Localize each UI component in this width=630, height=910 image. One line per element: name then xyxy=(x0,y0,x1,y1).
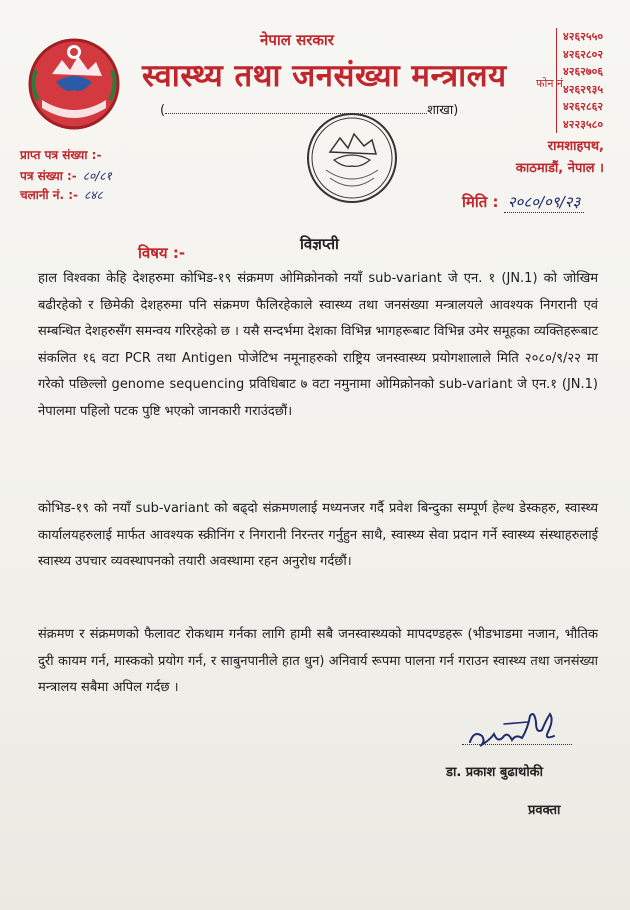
signature-dotted-line xyxy=(462,744,572,745)
notice-paragraph-2: कोभिड-१९ को नयाँ sub-variant को बढ्दो संक्रमणलाई मध्यनजर गर्दै प्रवेश बिन्दुका सम्पूर्ण हेल्थ डेस्कहरु, स्वास्थ्य कार्यालयहरुलाई मार्फत आवश्यक स्क्रीनिंग र निगरानी निरन्तर गर्नुहुन साथै, स्वास्थ्य सेवा प्रदान गर्ने स्वास्थ्य संस्थाहरुलाई स्वास्थ्य उपचार व्यवस्थापनको तयारी अवस्थामा रहन अनुरोध गर्दछौं। xyxy=(38,501,598,569)
ministry-name: स्वास्थ्य तथा जनसंख्या मन्त्रालय xyxy=(142,58,507,94)
received-letter-number xyxy=(20,146,101,163)
address-line: काठमाडौं, नेपाल । xyxy=(515,161,604,176)
phone-number: ४२६२५५० xyxy=(563,30,604,43)
ministry-seal-stamp-icon xyxy=(304,110,400,206)
date-line xyxy=(462,192,584,212)
phone-label: फोन नं xyxy=(536,77,564,90)
phone-number: ४२६२७०६ xyxy=(563,65,604,78)
government-name: नेपाल सरकार xyxy=(260,31,334,49)
notice-title: विज्ञप्ती xyxy=(300,235,339,253)
branch-label: शाखा) xyxy=(427,103,459,118)
date-label: मिति : xyxy=(462,193,499,211)
signatory-role: प्रवक्ता xyxy=(528,803,561,818)
letter-number xyxy=(20,167,112,184)
nepal-emblem-icon xyxy=(22,30,126,134)
dispatch-value: ८४८ xyxy=(84,188,103,202)
address-block xyxy=(516,136,604,180)
received-letter-label: प्राप्त पत्र संख्या :- xyxy=(20,148,102,162)
dispatch-number xyxy=(20,186,103,203)
phone-number: ४२६२९३५ xyxy=(563,82,604,96)
handwritten-signature-icon xyxy=(464,706,564,758)
subject-label: विषय :- xyxy=(138,244,186,262)
phone-number: ४२६२८०२ xyxy=(563,47,604,61)
branch-open: ( xyxy=(160,103,166,118)
phone-number: ४२२३५८० xyxy=(563,117,604,131)
address-line: रामशाहपथ, xyxy=(547,139,604,154)
letter-number-label: पत्र संख्या :- xyxy=(20,169,77,183)
signatory-name: डा. प्रकाश बुढाथोकी xyxy=(446,765,544,780)
notice-paragraph-3: संक्रमण र संक्रमणको फैलावट रोकथाम गर्नका लागि हामी सबै जनस्वास्थ्यको मापदण्डहरू (भीडभाडमा नजान, भौतिक दुरी कायम गर्न, मास्कको प्रयोग गर्न, र साबुनपानीले हात धुन) अनिवार्य रूपमा पालना गर्न गराउन स्वास्थ्य तथा जनसंख्या मन्त्रालय सबैमा अपिल गर्दछ । xyxy=(38,627,598,695)
letter-number-value: ८०/८१ xyxy=(82,169,112,183)
date-value: २०८०/०९/२३ xyxy=(504,193,585,213)
phone-numbers xyxy=(556,28,628,133)
phone-number: ४२६२८६२ xyxy=(563,100,604,113)
notice-paragraph-1: हाल विश्वका केहि देशहरुमा कोभिड-१९ संक्रमण ओमिक्रोनको नयाँ sub-variant जे एन. १ (JN.1) को जोखिम बढीरहेको र छिमेकी देशहरुमा पनि संक्रमण फैलिरहेकाले स्वास्थ्य तथा जनसंख्या मन्त्रालयले आवश्यक निगरानी एवं सम्बन्धित देशहरुसँग समन्वय गरिरहेको छ । यसै सन्दर्भमा देशका विभिन्न भागहरूबाट विभिन्न उमेर समूहका व्यक्तिहरूबाट संकलित १६ वटा PCR तथा Antigen पोजेटिभ नमूनाहरुको राष्ट्रिय जनस्वास्थ्य प्रयोगशालाले मिति २०८०/९/२२ मा गरेको पछिल्लो genome sequencing प्रविधिबाट ७ वटा नमुनामा ओमिक्रोनको sub-variant जे एन.१ (JN.1) नेपालमा पहिलो पटक पुष्टि भएको जानकारी गराउंदछौं। xyxy=(38,271,598,419)
dispatch-label: चलानी नं. :- xyxy=(20,188,78,202)
